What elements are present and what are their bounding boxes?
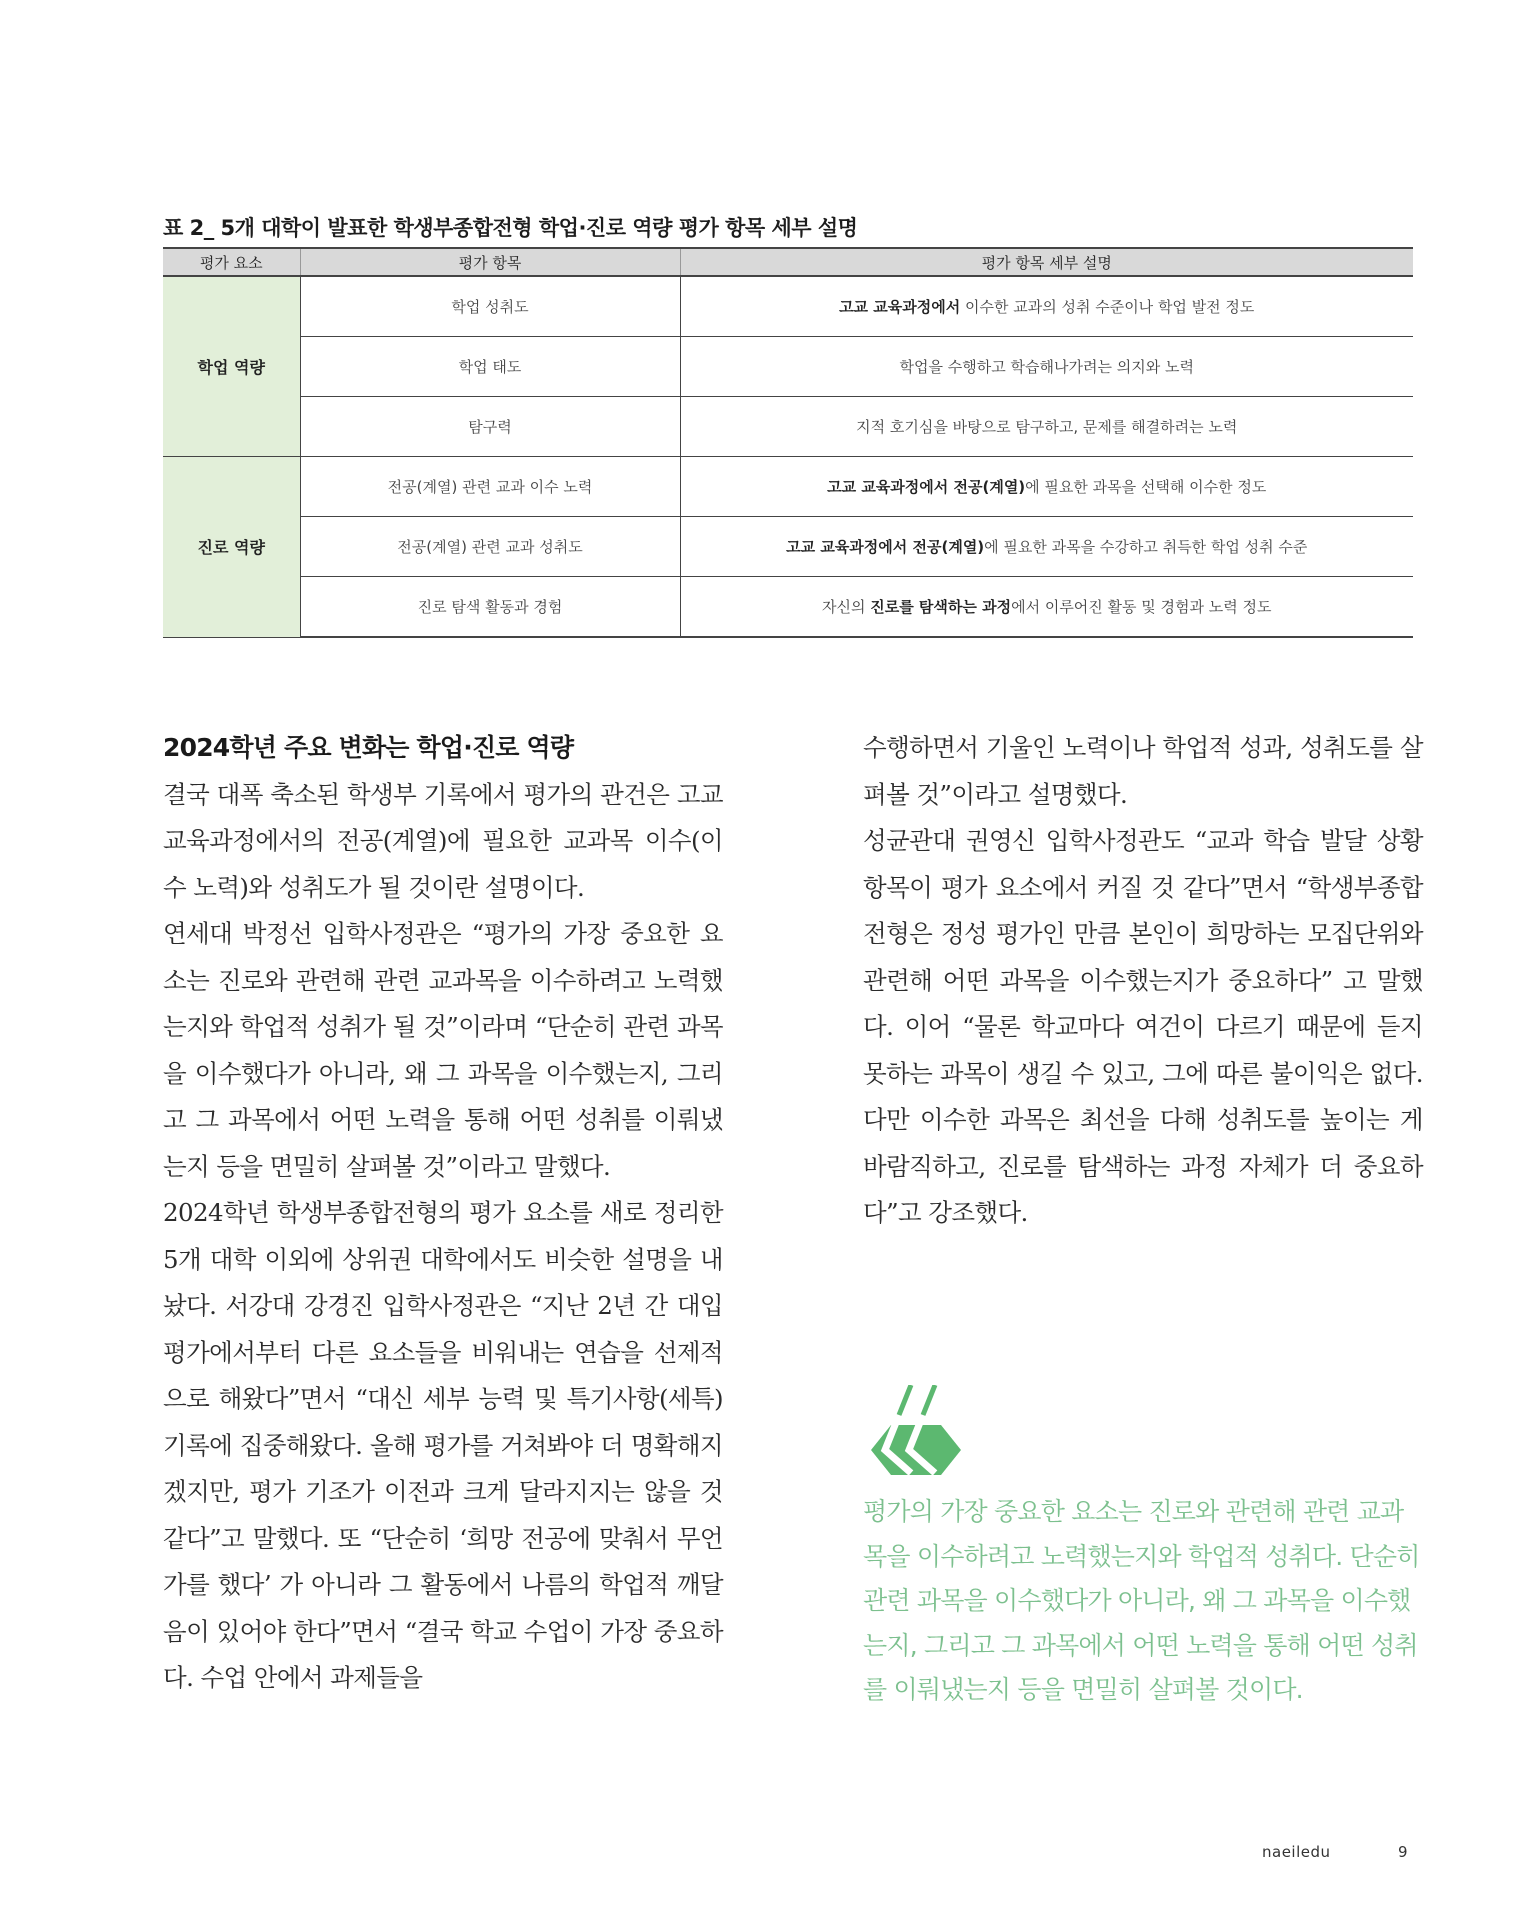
item-cell: 탐구력 bbox=[300, 397, 680, 457]
article-column-right bbox=[863, 725, 1423, 1237]
evaluation-table bbox=[163, 247, 1413, 638]
table-row bbox=[163, 577, 1413, 638]
header-category: 평가 요소 bbox=[163, 248, 300, 276]
article-paragraph: 결국 대폭 축소된 학생부 기록에서 평가의 관건은 고교 교육과정에서의 전공(계열)에 필요한 교과목 이수(이수 노력)와 성취도가 될 것이란 설명이다. bbox=[163, 779, 723, 902]
description-cell bbox=[680, 577, 1413, 638]
footer-brand: naeiledu bbox=[1262, 1843, 1331, 1861]
description-cell bbox=[680, 276, 1413, 337]
pull-quote: 평가의 가장 중요한 요소는 진로와 관련해 관련 교과목을 이수하려고 노력했는지와 학업적 성취다. 단순히 관련 과목을 이수했다가 아니라, 왜 그 과목을 이수했는지, 그리고 그 과목에서 어떤 노력을 통해 어떤 성취를 이뤄냈는지 등을 면밀히 살펴볼 것이다. bbox=[863, 1497, 1420, 1704]
description-emphasis: 고교 교육과정에서 전공(계열) bbox=[827, 478, 1026, 496]
section-heading: 2024학년 주요 변화는 학업·진로 역량 bbox=[163, 733, 574, 762]
description-emphasis: 고교 교육과정에서 bbox=[839, 298, 961, 316]
description-text: 에 필요한 과목을 선택해 이수한 정도 bbox=[1025, 478, 1267, 496]
table-row bbox=[163, 517, 1413, 577]
description-cell bbox=[680, 457, 1413, 517]
article-paragraph: 연세대 박정선 입학사정관은 “평가의 가장 중요한 요소는 진로와 관련해 관련 교과목을 이수하려고 노력했는지와 학업적 성취가 될 것”이라며 “단순히 관련 과목을 이수했다가 아니라, 왜 그 과목을 이수했는지, 그리고 그 과목에서 어떤 노력을 통해 어떤 성취를 이뤄냈는지 등을 면밀히 살펴볼 것”이라고 말했다. bbox=[163, 919, 723, 1181]
item-cell: 학업 성취도 bbox=[300, 276, 680, 337]
category-academic: 학업 역량 bbox=[163, 276, 300, 457]
article-paragraph: 수행하면서 기울인 노력이나 학업적 성과, 성취도를 살펴볼 것”이라고 설명했다. bbox=[863, 733, 1423, 809]
quote-mark-icon bbox=[863, 1385, 975, 1475]
item-cell: 전공(계열) 관련 교과 성취도 bbox=[300, 517, 680, 577]
description-cell: 학업을 수행하고 학습해나가려는 의지와 노력 bbox=[680, 337, 1413, 397]
article-paragraph: 2024학년 학생부종합전형의 평가 요소를 새로 정리한 5개 대학 이외에 상위권 대학에서도 비슷한 설명을 내놨다. 서강대 강경진 입학사정관은 “지난 2년 간 대입 평가에서부터 다른 요소들을 비워내는 연습을 선제적으로 해왔다”면서 “대신 세부 능력 및 특기사항(세특) 기록에 집중해왔다. 올해 평가를 거쳐봐야 더 명확해지겠지만, 평가 기조가 이전과 크게 달라지지는 않을 것 같다”고 말했다. 또 “단순히 ‘희망 전공에 맞춰서 무언가를 했다’ 가 아니라 그 활동에서 나름의 학업적 깨달음이 있어야 한다”면서 “결국 학교 수업이 가장 중요하다. 수업 안에서 과제들을 bbox=[163, 1198, 723, 1692]
article-column-left bbox=[163, 725, 723, 1702]
table-row bbox=[163, 397, 1413, 457]
header-description: 평가 항목 세부 설명 bbox=[680, 248, 1413, 276]
item-cell: 학업 태도 bbox=[300, 337, 680, 397]
description-emphasis: 고교 교육과정에서 전공(계열) bbox=[786, 538, 985, 556]
table-row bbox=[163, 337, 1413, 397]
table-row bbox=[163, 276, 1413, 337]
page-number: 9 bbox=[1398, 1843, 1408, 1861]
table-row bbox=[163, 457, 1413, 517]
item-cell: 전공(계열) 관련 교과 이수 노력 bbox=[300, 457, 680, 517]
description-cell: 지적 호기심을 바탕으로 탐구하고, 문제를 해결하려는 노력 bbox=[680, 397, 1413, 457]
header-item: 평가 항목 bbox=[300, 248, 680, 276]
description-emphasis: 진로를 탐색하는 과정 bbox=[870, 598, 1012, 616]
description-text: 이수한 교과의 성취 수준이나 학업 발전 정도 bbox=[960, 298, 1255, 316]
description-text: 에서 이루어진 활동 및 경험과 노력 정도 bbox=[1011, 598, 1272, 616]
table-header-row bbox=[163, 248, 1413, 276]
category-career: 진로 역량 bbox=[163, 457, 300, 638]
item-cell: 진로 탐색 활동과 경험 bbox=[300, 577, 680, 638]
description-cell bbox=[680, 517, 1413, 577]
description-prefix: 자신의 bbox=[821, 598, 871, 616]
table-title: 표 2_ 5개 대학이 발표한 학생부종합전형 학업·진로 역량 평가 항목 세부 설명 bbox=[163, 216, 858, 240]
description-text: 에 필요한 과목을 수강하고 취득한 학업 성취 수준 bbox=[984, 538, 1308, 556]
article-paragraph: 성균관대 권영신 입학사정관도 “교과 학습 발달 상황 항목이 평가 요소에서 커질 것 같다”면서 “학생부종합전형은 정성 평가인 만큼 본인이 희망하는 모집단위와 관련해 어떤 과목을 이수했는지가 중요하다” 고 말했다. 이어 “물론 학교마다 여건이 다르기 때문에 듣지 못하는 과목이 생길 수 있고, 그에 따른 불이익은 없다. 다만 이수한 과목은 최선을 다해 성취도를 높이는 게 바람직하고, 진로를 탐색하는 과정 자체가 더 중요하다”고 강조했다. bbox=[863, 826, 1423, 1227]
